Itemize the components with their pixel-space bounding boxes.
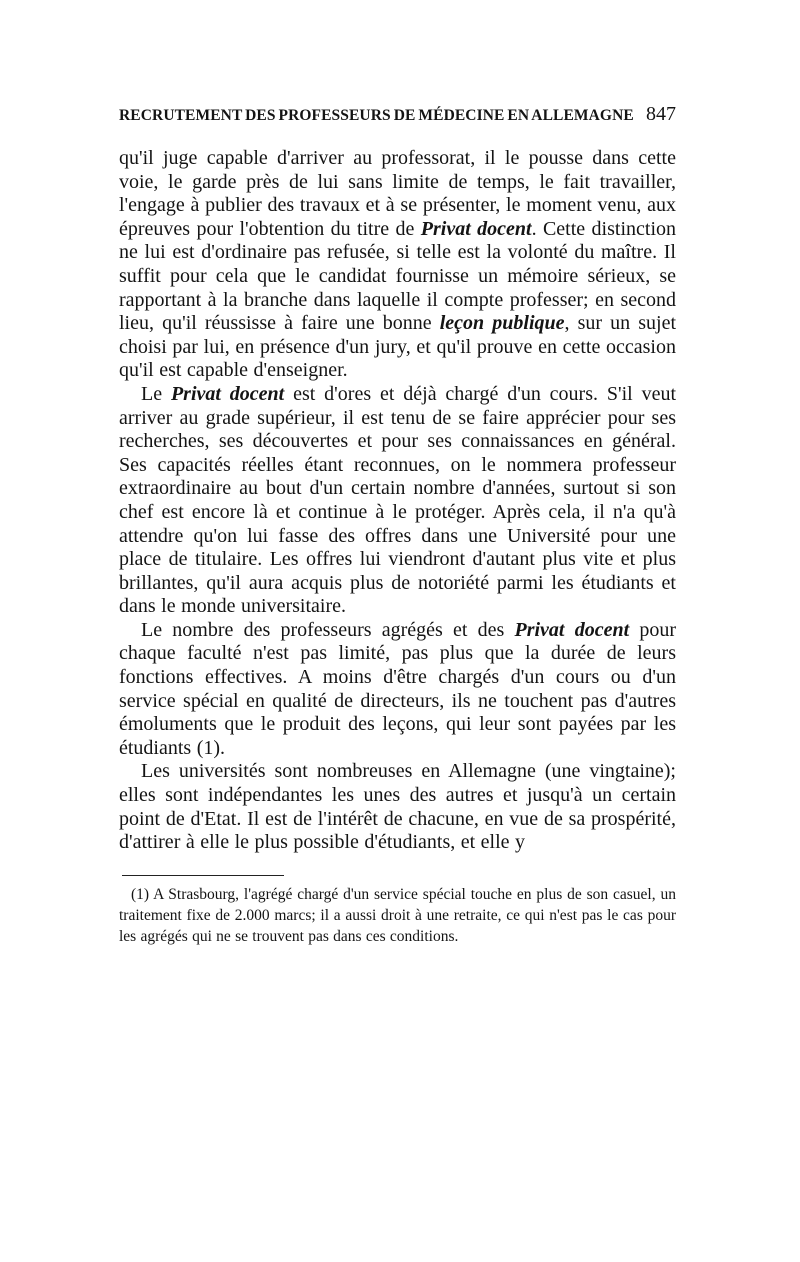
text-run: pour chaque faculté n'est pas limité, pas plus que la durée de leurs fonctions effectives. A moins d'être chargés d'un cours ou d'un service spécial en qualité de directeurs, ils ne touchent pas d'autres émoluments que le produit des leçons, qui leur sont payées par les étudiants (1). <box>119 618 676 759</box>
text-run: . Cette distinction ne lui est d'ordinaire pas refusée, si telle est la volonté du maître. Il suffit pour cela que le candidat fournisse un mémoire sérieux, se rapportant à la branche dans laquelle il compte professer; en second lieu, qu'il réussisse à faire une bonne <box>119 217 676 335</box>
page-number: 847 <box>646 103 676 125</box>
text-run: , sur un sujet choisi par lui, en présence d'un jury, et qu'il prouve en cette occasion qu'il est capable d'enseigner. <box>119 312 676 382</box>
text-run: Les universités sont nombreuses en Allemagne (une vingtaine); elles sont indépendantes les unes des autres et jusqu'à un certain point de d'Etat. Il est de l'intérêt de chacune, en vue de sa prospérité, d'attirer à elle le plus possible d'étudiants, et elle y <box>119 760 676 854</box>
paragraph-1 <box>119 147 676 383</box>
text-run: Le <box>141 382 171 405</box>
footnote: (1) A Strasbourg, l'agrégé chargé d'un service spécial touche en plus de son casuel, un traitement fixe de 2.000 marcs; il a aussi droit à une retraite, ce qui n'est pas le cas pour les agrégés qui ne se trouvent pas dans ces conditions. <box>119 885 676 945</box>
italic-term: leçon publique <box>439 312 565 335</box>
footnote-divider <box>122 875 284 876</box>
italic-term: Privat docent <box>420 217 532 240</box>
running-header <box>119 103 676 139</box>
main-text <box>119 147 676 855</box>
text-run: est d'ores et déjà chargé d'un cours. S'il veut arriver au grade supérieur, il est tenu de se faire apprécier pour ses recherches, ses découvertes et pour ses connaissances en général. Ses capacités réelles étant reconnues, on le nommera professeur extraordinaire au bout d'un certain nombre d'années, surtout si son chef est encore là et continue à le protéger. Après cela, il n'a qu'à attendre qu'on lui fasse des offres dans une Université pour une place de titulaire. Les offres lui viendront d'autant plus vite et plus brillantes, qu'il aura acquis plus de notoriété parmi les étudiants et dans le monde universitaire. <box>119 382 676 618</box>
italic-term: Privat docent <box>170 382 285 405</box>
book-page <box>119 103 676 947</box>
paragraph-3 <box>119 619 676 761</box>
running-title: RECRUTEMENT DES PROFESSEURS DE MÉDECINE EN ALLEMAGNE <box>119 107 634 124</box>
text-run: Le nombre des professeurs agrégés et des <box>141 618 515 641</box>
paragraph-4 <box>119 760 676 854</box>
text-run: qu'il juge capable d'arriver au professorat, il le pousse dans cette voie, le garde près de lui sans limite de temps, le fait travailler, l'engage à publier des travaux et à se présenter, le moment venu, aux épreuves pour l'obtention du titre de <box>119 147 676 240</box>
italic-term: Privat docent <box>514 618 630 641</box>
paragraph-2 <box>119 383 676 619</box>
